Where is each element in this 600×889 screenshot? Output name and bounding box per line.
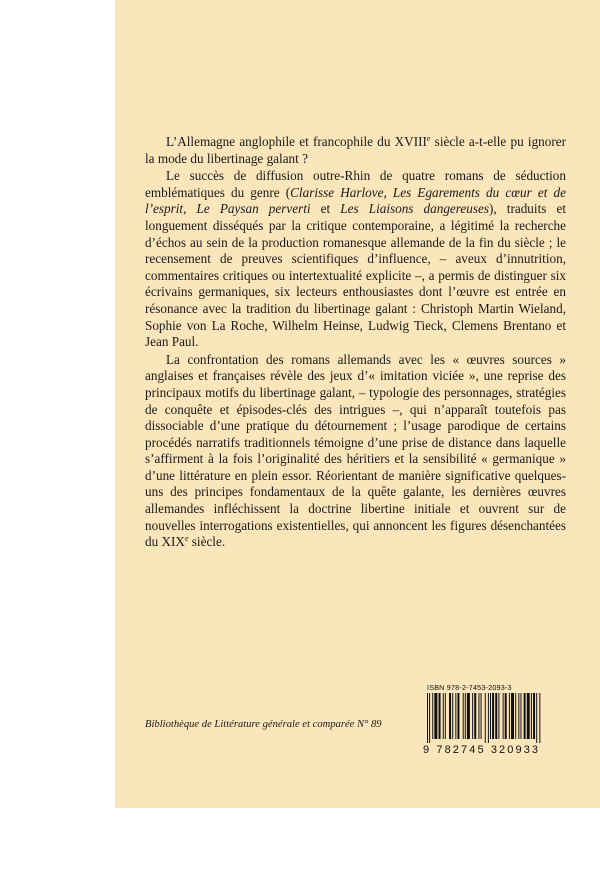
text-run: L’Allemagne anglophile et francophile du XVIII <box>166 134 427 149</box>
italic-title: Clarisse Harlove <box>290 184 384 200</box>
text-run: siècle a-t-elle pu ignorer la mode du libertinage galant ? <box>145 134 566 166</box>
series-label: Bibliothèque de Littérature générale et comparée N° 89 <box>145 719 382 730</box>
text-run: ), traduits et longuement disséqués par la critique contemporaine, a légitimé la recherche d’échos au sein de la production romanesque allemande de la fin du siècle ; le recensement de preuves scientifiques d’influence, – aveux d’innutrition, commentaires critiques ou intertextualité explicite –, a permis de distinguer six écrivains germaniques, six lecteurs enthousiastes dont l’œuvre est entrée en résonance avec la tradition du libertinage galant : Christoph Martin Wieland, Sophie von La Roche, Wilhelm Heinse, Ludwig Tieck, Clemens Brentano et Jean Paul. <box>145 201 566 350</box>
superscript-text: e <box>426 134 431 143</box>
superscript-text: e <box>184 534 189 544</box>
blurb-text <box>145 134 566 551</box>
text-run: Le succès de diffusion outre-Rhin de quatre romans de séduction emblématiques du genre ( <box>145 168 566 200</box>
paragraph <box>145 352 566 551</box>
text-run: et <box>310 201 341 217</box>
italic-title: Les Liaisons dangereuses <box>340 201 489 217</box>
barcode-block <box>423 683 561 756</box>
barcode-icon <box>423 693 561 743</box>
paragraph <box>145 134 566 167</box>
barcode-digits: 9 782745 320933 <box>423 744 541 756</box>
italic-title: Le Paysan perverti <box>196 201 311 217</box>
text-run: La confrontation des romans allemands avec les « œuvres sources » anglaises et françaises révèle des jeux d’« imitation viciée », une reprise des principaux motifs du libertinage galant, – typologie des personnages, stratégies de conquête et épisodes-clés des intrigues –, qui n’apparaît toutefois pas dissociable d’une pratique du détournement ; l’usage parodique de certains procédés narratifs traditionnels témoigne d’une prise de distance dans laquelle s’affirment à la fois l’originalité des héritiers et la sensibilité « germanique » d’une littérature en plein essor. Réorientant de manière significative quelques-uns des principes fondamentaux de la quête galante, les dernières œuvres allemandes infléchissent la doctrine libertine initiale et ouvrent sur de nouvelles interrogations existentielles, qui annoncent les figures désenchantées du XIX <box>145 351 566 550</box>
text-run: , <box>183 201 197 217</box>
isbn-label: ISBN 978-2-7453-2093-3 <box>427 683 512 692</box>
text-run: , <box>383 184 393 200</box>
paragraph <box>145 168 566 351</box>
text-run: siècle. <box>188 534 226 550</box>
italic-title: Les Egarements du cœur et de l’esprit <box>145 184 566 217</box>
